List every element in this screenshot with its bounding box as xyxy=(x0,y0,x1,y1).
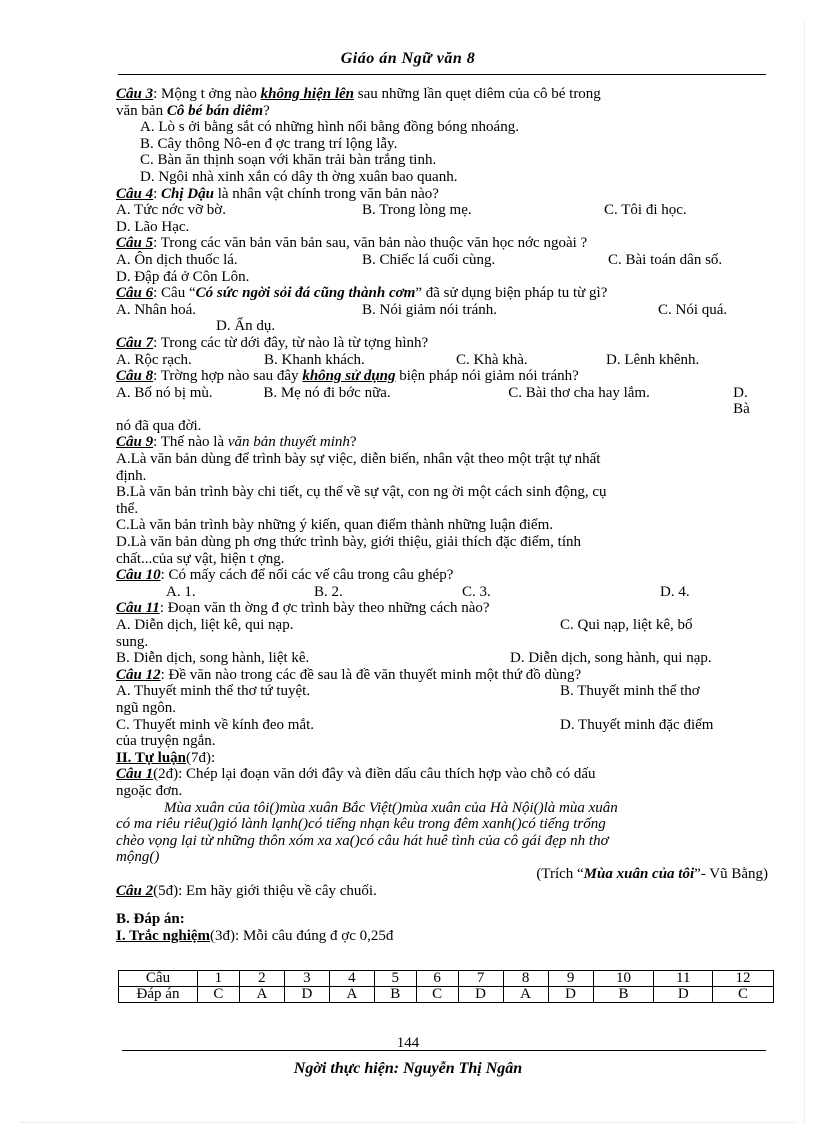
question-label: Câu 4 xyxy=(116,185,154,202)
table-cell: A xyxy=(503,987,548,1003)
option-d: D. Diễn dịch, song hành, qui nạp. xyxy=(510,650,712,667)
table-cell: 12 xyxy=(713,971,774,987)
table-cell: 4 xyxy=(329,971,374,987)
question-label: Câu 10 xyxy=(116,567,161,584)
question-label: Câu 3 xyxy=(116,86,154,102)
options-row xyxy=(116,202,768,219)
exam-content: Câu 3: Mộng t ởng nào không hiện lên sau những lần quẹt diêm của cô bé trong văn bản Cô bé bán diêm? A. Lò s ởi bằng sắt có những hình nổi bằng đồng bóng nhoáng. B. Cây thông Nô-en đ ợc trang trí lộng lẫy. C. Bàn ăn thịnh soạn với khăn trải bàn trắng tinh. D. Ngôi nhà xinh xắn có dây th ờng xuân bao quanh. Câu 4: Chị Dậu là nhân vật chính trong văn bản nào? A. Tức nớc vỡ bờ. B. Trong lòng mẹ. C. Tôi đi học. D. Lão Hạc. Câu 5: Trong các văn bản văn bản sau, văn bản nào thuộc văn học nớc ngoài ? A. Ôn dịch thuốc lá. B. Chiếc lá cuối cùng. C. Bài toán dân số. D. Đập đá ở Côn Lôn. Câu 6: Câu “Có sức ngời sỏi đá cũng thành cơm” đã sử dụng biện pháp tu từ gì? A. Nhân hoá. B. Nói giảm nói tránh. C. Nói quá. D. Ẩn dụ. Câu 7: Trong các từ dới đây, từ nào là từ tợng hình? A. Rộc rạch. B. Khanh khách. C. Khà khà. D. Lênh khênh. Câu 8: Trờng hợp nào sau đây không sử dụng biện pháp nói giảm nói tránh? A. Bố nó bị mù. B. Mẹ nó đi bớc nữa. C. Bài thơ cha hay lắm. D. Bà nó đã qua đời. Câu 9: Thế nào là văn bản thuyết minh? A.Là văn bản dùng để trình bày sự việc, diễn biến, nhân vật theo một trật tự nhất định. B.Là văn bản trình bày chi tiết, cụ thể về sự vật, con ng ời một cách sinh động, cụ thể. C.Là văn bản trình bày những ý kiến, quan điểm thành những luận điểm. D.Là văn bản dùng ph ơng thức trình bày, giới thiệu, giải thích đặc điểm, tính chất...của sự vật, hiện t ợng. Câu 10: Có mấy cách để nối các vế câu trong câu ghép? A. 1. B. 2. C. 3. D. 4. Câu 11: Đoạn văn th ờng đ ợc trình bày theo những cách nào? A. Diễn dịch, liệt kê, qui nạp. C. Qui nạp, liệt kê, bổ sung. B. Diễn dịch, song hành, liệt kê. D. Diễn dịch, song hành, qui nạp. Câu 12: Đề văn nào trong các đề sau là đề văn thuyết minh một thứ đồ dùng? A. Thuyết minh thể thơ tứ tuyệt. B. Thuyết minh thể thơ ngũ ngôn. C. Thuyết minh về kính đeo mắt. D. Thuyết minh đặc điểm của truyện ngắn. II. Tự luận(7đ): Câu 1(2đ): Chép lại đoạn văn dới đây và điền dấu câu thích hợp vào chỗ có dấu ngoặc đơn. Mùa xuân của tôi()mùa xuân Bắc Việt()mùa xuân của Hà Nội()là mùa xuân có ma riêu riêu()gió lành lạnh()có tiếng nhạn kêu trong đêm xanh()có tiếng trống chèo vọng lại từ những thôn xóm xa xa()có câu hát huê tình của cô gái đẹp nh thơ mộng() (Trích “Mùa xuân của tôi”- Vũ Bằng) Câu 2(5đ): Em hãy giới thiệu về cây chuối. B. Đáp án: I. Trắc nghiệm(3đ): Mỗi câu đúng đ ợc 0,25đ xyxy=(116,86,768,944)
passage-line: Mùa xuân của tôi()mùa xuân Bắc Việt()mùa xuân của Hà Nội()là mùa xuân xyxy=(164,799,618,816)
table-cell: C xyxy=(416,987,458,1003)
answer-subheading: I. Trắc nghiệm(3đ): Mỗi câu đúng đ ợc 0,25đ xyxy=(116,927,394,944)
question-label: Câu 11 xyxy=(116,600,160,617)
footer-author: Ngời thực hiện: Nguyễn Thị Ngân xyxy=(293,1060,523,1077)
option-b: B. Diễn dịch, song hành, liệt kê. xyxy=(116,650,310,667)
options-row xyxy=(116,717,768,734)
options-row xyxy=(116,385,768,418)
table-cell: 8 xyxy=(503,971,548,987)
page-number: 144 xyxy=(396,1035,420,1051)
option-b: B.Là văn bản trình bày chi tiết, cụ thể về sự vật, con ng ời một cách sinh động, cụ xyxy=(116,484,607,501)
option-c: C. Thuyết minh về kính đeo mắt. xyxy=(116,716,315,733)
option-d: D. Lão Hạc. xyxy=(116,218,190,235)
option-a: A. Diễn dịch, liệt kê, qui nạp. xyxy=(116,617,294,633)
essay-question-2: Câu 2(5đ): Em hãy giới thiệu về cây chuối. xyxy=(116,882,377,899)
table-cell: 2 xyxy=(239,971,284,987)
question-3: Câu 3: Mộng t ởng nào không hiện lên sau những lần quẹt diêm của cô bé trong xyxy=(116,86,601,102)
options-row xyxy=(116,650,768,667)
option-b: B. Khanh khách. xyxy=(264,351,365,368)
table-cell: Đáp án xyxy=(119,987,198,1003)
table-cell: 3 xyxy=(284,971,329,987)
option-c: C.Là văn bản trình bày những ý kiến, quan điểm thành những luận điểm. xyxy=(116,517,554,534)
table-cell: Câu xyxy=(119,971,198,987)
passage-line: có ma riêu riêu()gió lành lạnh()có tiếng nhạn kêu trong đêm xanh()có tiếng trống xyxy=(116,816,606,833)
passage-line: chèo vọng lại từ những thôn xóm xa xa()có câu hát huê tình của cô gái đẹp nh thơ xyxy=(116,832,609,849)
footer-rule xyxy=(122,1050,766,1051)
passage-source: (Trích “Mùa xuân của tôi”- Vũ Bằng) xyxy=(536,865,768,882)
option-c: C. Bài toán dân số. xyxy=(608,251,723,268)
options-row xyxy=(116,584,768,601)
option-c: C. Nói quá. xyxy=(658,301,728,318)
option-b: B. 2. xyxy=(314,583,343,600)
question-12: Câu 12: Đề văn nào trong các đề sau là đề văn thuyết minh một thứ đồ dùng? xyxy=(116,666,582,683)
question-label: Câu 5 xyxy=(116,235,154,252)
table-cell: B xyxy=(593,987,654,1003)
option-a: A. Bố nó bị mù. xyxy=(116,384,213,401)
option-b: B. Trong lòng mẹ. xyxy=(362,202,472,219)
option-a: A. Nhân hoá. xyxy=(116,301,196,318)
table-cell: 1 xyxy=(198,971,240,987)
question-7: Câu 7: Trong các từ dới đây, từ nào là từ tợng hình? xyxy=(116,334,429,351)
option-c: C. Bài thơ cha hay lắm. xyxy=(508,384,650,401)
table-row xyxy=(119,971,774,987)
option-d: D. Lênh khênh. xyxy=(606,351,700,368)
question-label: Câu 2 xyxy=(116,882,154,899)
option-d: D. 4. xyxy=(660,583,690,600)
option-c: C. Bàn ăn thịnh soạn với khăn trải bàn trắng tinh. xyxy=(140,152,437,169)
option-b: B. Mẹ nó đi bớc nữa. xyxy=(263,384,391,401)
option-d: D. Ẩn dụ. xyxy=(216,318,276,335)
question-4: Câu 4: Chị Dậu là nhân vật chính trong văn bản nào? xyxy=(116,185,439,202)
question-label: Câu 8 xyxy=(116,368,154,385)
table-cell: B xyxy=(374,987,416,1003)
table-cell: C xyxy=(198,987,240,1003)
question-8: Câu 8: Trờng hợp nào sau đây không sử dụng biện pháp nói giảm nói tránh? xyxy=(116,368,579,385)
table-cell: 10 xyxy=(593,971,654,987)
table-cell: D xyxy=(654,987,713,1003)
options-row xyxy=(116,302,768,319)
option-d: D. Thuyết minh đặc điểm xyxy=(560,716,714,733)
table-cell: 11 xyxy=(654,971,713,987)
option-a: A.Là văn bản dùng để trình bày sự việc, diễn biến, nhân vật theo một trật tự nhất xyxy=(116,451,601,468)
table-cell: C xyxy=(713,987,774,1003)
options-row xyxy=(116,352,768,369)
page-header-title: Giáo án Ngữ văn 8 xyxy=(340,50,476,67)
question-10: Câu 10: Có mấy cách để nối các vế câu trong câu ghép? xyxy=(116,567,454,584)
question-label: Câu 1 xyxy=(116,766,154,783)
header-rule xyxy=(118,74,766,75)
essay-section-heading: II. Tự luận(7đ): xyxy=(116,749,216,766)
question-label: Câu 9 xyxy=(116,434,154,451)
options-row xyxy=(116,252,768,269)
option-a: A. Rộc rạch. xyxy=(116,351,192,368)
option-b: B. Thuyết minh thể thơ xyxy=(560,683,700,700)
option-a: A. Tức nớc vỡ bờ. xyxy=(116,202,226,219)
question-label: Câu 12 xyxy=(116,666,161,683)
option-c: C. Tôi đi học. xyxy=(604,202,687,219)
option-d: D. Ngôi nhà xinh xắn có dây th ờng xuân bao quanh. xyxy=(140,168,458,185)
page-edge xyxy=(804,20,805,1123)
question-11: Câu 11: Đoạn văn th ờng đ ợc trình bày theo những cách nào? xyxy=(116,600,490,617)
question-label: Câu 6 xyxy=(116,285,154,302)
passage-line: mộng() xyxy=(116,849,160,866)
options-row xyxy=(116,617,768,634)
option-a: A. Lò s ởi bằng sắt có những hình nổi bằng đồng bóng nhoáng. xyxy=(140,119,519,136)
question-5: Câu 5: Trong các văn bản văn bản sau, văn bản nào thuộc văn học nớc ngoài ? xyxy=(116,235,588,252)
option-b: B. Cây thông Nô-en đ ợc trang trí lộng lẫy. xyxy=(140,135,398,152)
table-cell: 6 xyxy=(416,971,458,987)
table-cell: 9 xyxy=(548,971,593,987)
answer-key-table xyxy=(118,970,774,1003)
option-d: D. Đập đá ở Côn Lôn. xyxy=(116,268,250,285)
option-c: C. 3. xyxy=(462,583,491,600)
option-b: B. Nói giảm nói tránh. xyxy=(362,301,497,318)
option-a: A. 1. xyxy=(166,583,196,600)
table-cell: 7 xyxy=(458,971,503,987)
table-cell: A xyxy=(239,987,284,1003)
question-label: Câu 7 xyxy=(116,334,154,351)
question-6: Câu 6: Câu “Có sức ngời sỏi đá cũng thành cơm” đã sử dụng biện pháp tu từ gì? xyxy=(116,285,608,302)
table-cell: D xyxy=(458,987,503,1003)
table-cell: D xyxy=(548,987,593,1003)
table-row xyxy=(119,987,774,1003)
option-d: D. Bà xyxy=(733,384,750,418)
essay-question-1: Câu 1(2đ): Chép lại đoạn văn dới đây và điền dấu câu thích hợp vào chỗ có dấu xyxy=(116,766,596,783)
options-row xyxy=(116,683,768,700)
answer-heading: B. Đáp án: xyxy=(116,911,185,928)
question-9: Câu 9: Thế nào là văn bản thuyết minh? xyxy=(116,434,357,451)
option-b: B. Chiếc lá cuối cùng. xyxy=(362,251,496,268)
option-a: A. Thuyết minh thể thơ tứ tuyệt. xyxy=(116,683,311,700)
table-cell: A xyxy=(329,987,374,1003)
option-c: C. Qui nạp, liệt kê, bổ xyxy=(560,617,693,633)
table-cell: D xyxy=(284,987,329,1003)
option-c: C. Khà khà. xyxy=(456,351,528,368)
table-cell: 5 xyxy=(374,971,416,987)
option-a: A. Ôn dịch thuốc lá. xyxy=(116,251,238,268)
option-d: D.Là văn bản dùng ph ơng thức trình bày, giới thiệu, giải thích đặc điểm, tính xyxy=(116,534,582,551)
